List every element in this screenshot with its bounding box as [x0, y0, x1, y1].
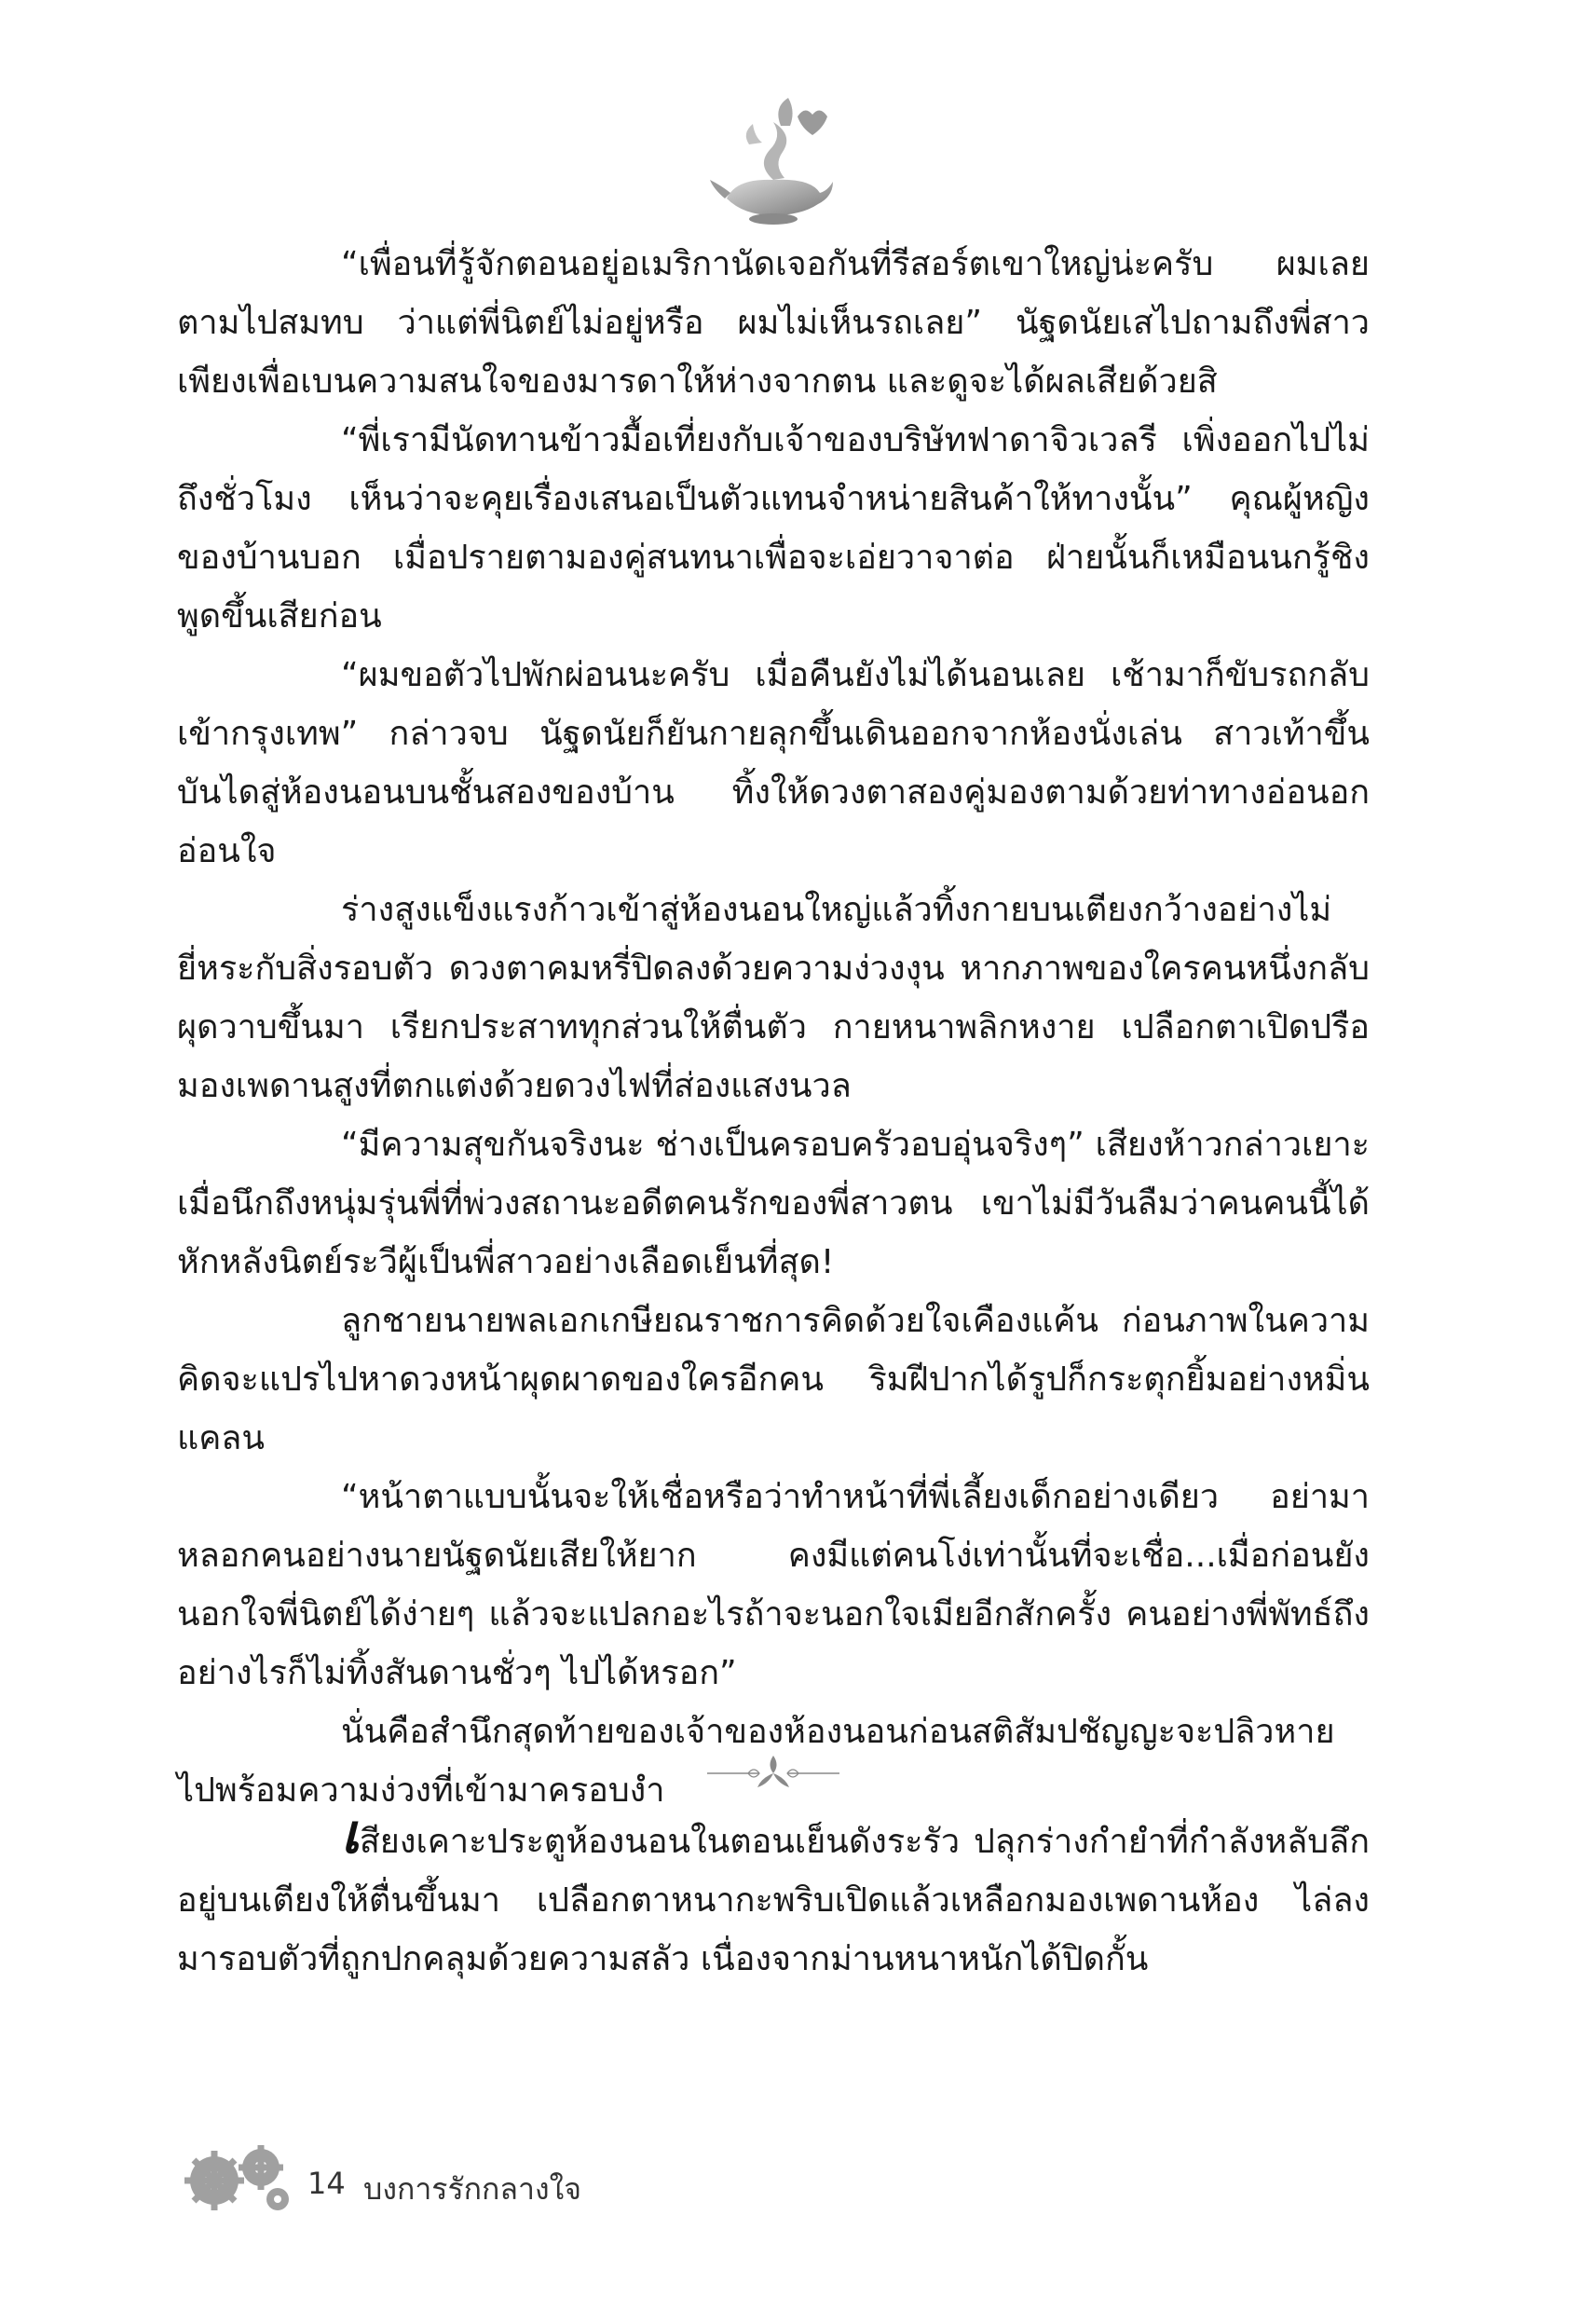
paragraph-text: สียงเคาะประตูห้องนอนในตอนเย็นดังระรัว ปลุกร่างกำยำที่กำลังหลับลึกอยู่บนเตียงให้ตื่นขึ้นมา เปลือกตาหนากะพริบเปิดแล้วเหลือกมองเพดานห้อง ไล่ลงมารอบตัวที่ถูกปกคลุมด้วยความสลัว เนื่องจากม่านหนาหนักได้ปิดกั้น: [177, 1823, 1370, 1978]
paragraph: “ผมขอตัวไปพักผ่อนนะครับ เมื่อคืนยังไม่ได้นอนเลย เช้ามาก็ขับรถกลับเข้ากรุงเทพ” กล่าวจบ นัฐดนัยก็ยันกายลุกขึ้นเดินออกจากห้องนั่งเล่น สาวเท้าขึ้นบันไดสู่ห้องนอนบนชั้นสองของบ้าน ทิ้งให้ดวงตาสองคู่มองตามด้วยท่าทางอ่อนอกอ่อนใจ: [177, 656, 1370, 870]
paragraph: “เพื่อนที่รู้จักตอนอยู่อเมริกานัดเจอกันที่รีสอร์ตเขาใหญ่น่ะครับ ผมเลยตามไปสมทบ ว่าแต่พี่นิตย์ไม่อยู่หรือ ผมไม่เห็นรถเลย” นัฐดนัยเสไปถามถึงพี่สาวเพียงเพื่อเบนความสนใจของมารดาให้ห่างจากตน และดูจะได้ผลเสียด้วยสิ: [177, 245, 1370, 401]
paragraph: “พี่เรามีนัดทานข้าวมื้อเที่ยงกับเจ้าของบริษัทฟาดาจิวเวลรี เพิ่งออกไปไม่ถึงชั่วโมง เห็นว่าจะคุยเรื่องเสนอเป็นตัวแทนจำหน่ายสินค้าให้ทางนั้น” คุณผู้หญิงของบ้านบอก เมื่อปรายตามองคู่สนทนาเพื่อจะเอ่ยวาจาต่อ ฝ่ายนั้นก็เหมือนนกรู้ชิงพูดขึ้นเสียก่อน: [177, 421, 1370, 636]
paragraph: “หน้าตาแบบนั้นจะให้เชื่อหรือว่าทำหน้าที่พี่เลี้ยงเด็กอย่างเดียว อย่ามาหลอกคนอย่างนายนัฐดนัยเสียให้ยาก คงมีแต่คนโง่เท่านั้นที่จะเชื่อ...เมื่อก่อนยังนอกใจพี่นิตย์ได้ง่ายๆ แล้วจะแปลกอะไรถ้าจะนอกใจเมียอีกสักครั้ง คนอย่างพี่พัทธ์ถึงอย่างไรก็ไม่ทิ้งสันดานชั่วๆ ไปได้หรอก”: [177, 1478, 1370, 1692]
page-number: 14: [307, 2166, 346, 2201]
gears-icon: [177, 2134, 303, 2218]
main-text-body: [177, 235, 1370, 1820]
paragraph: “มีความสุขกันจริงนะ ช่างเป็นครอบครัวอบอุ่นจริงๆ” เสียงห้าวกล่าวเยาะ เมื่อนึกถึงหนุ่มรุ่นพี่ที่พ่วงสถานะอดีตคนรักของพี่สาวตน เขาไม่มีวันลืมว่าคนคนนี้ได้หักหลังนิตย์ระวีผู้เป็นพี่สาวอย่างเลือดเย็นที่สุด!: [177, 1126, 1370, 1281]
magic-lamp-icon: [708, 89, 839, 228]
paragraph: ร่างสูงแข็งแรงก้าวเข้าสู่ห้องนอนใหญ่แล้วทิ้งกายบนเตียงกว้างอย่างไม่ยี่หระกับสิ่งรอบตัว ดวงตาคมหรี่ปิดลงด้วยความง่วงงุน หากภาพของใครคนหนึ่งกลับผุดวาบขึ้นมา เรียกประสาททุกส่วนให้ตื่นตัว กายหนาพลิกหงาย เปลือกตาเปิดปรือมองเพดานสูงที่ตกแต่งด้วยดวงไฟที่ส่องแสงนวล: [177, 891, 1370, 1105]
section-two-text: [177, 1802, 1370, 1989]
paragraph: นั่นคือสำนึกสุดท้ายของเจ้าของห้องนอนก่อนสติสัมปชัญญะจะปลิวหายไปพร้อมความง่วงที่เข้ามาครอบงำ: [177, 1713, 1335, 1810]
paragraph: [177, 1802, 1370, 1989]
section-divider-ornament-icon: [703, 1750, 843, 1797]
page-footer: [177, 2134, 829, 2218]
drop-cap-letter: เ: [341, 1802, 360, 1866]
book-title: บงการรักกลางใจ: [363, 2171, 581, 2207]
paragraph: ลูกชายนายพลเอกเกษียณราชการคิดด้วยใจเคืองแค้น ก่อนภาพในความคิดจะแปรไปหาดวงหน้าผุดผาดของใครอีกคน ริมฝีปากได้รูปก็กระตุกยิ้มอย่างหมิ่นแคลน: [177, 1302, 1370, 1457]
